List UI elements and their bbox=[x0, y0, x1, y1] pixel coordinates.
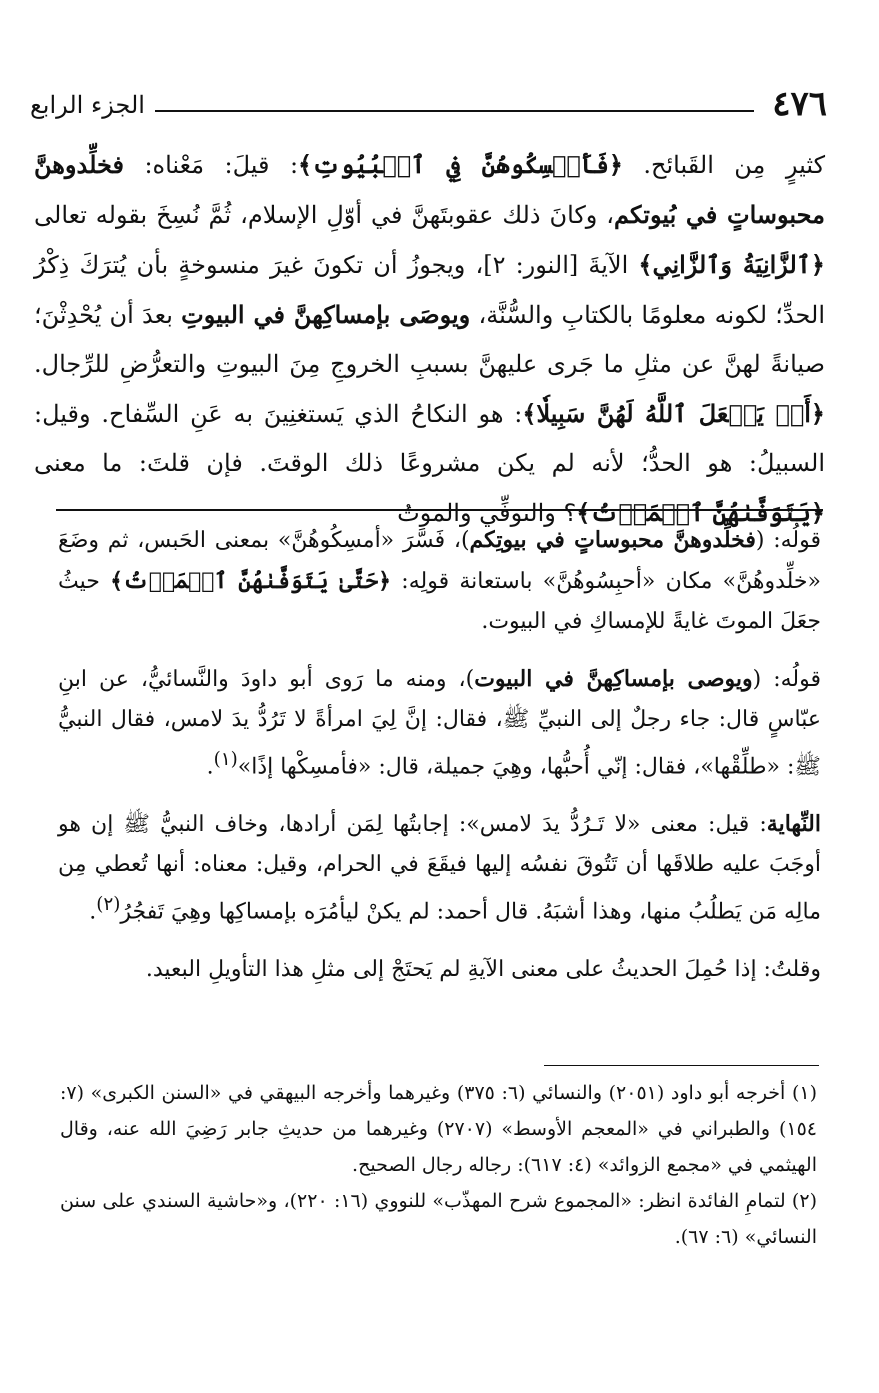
bold-phrase: فخلِّدوهنَّ محبوساتٍ في بُيوتكم bbox=[34, 150, 825, 229]
footnote-rule bbox=[544, 1065, 819, 1066]
text-run: ؟ والتوفِّي والموتُ bbox=[397, 499, 577, 527]
footnote-ref: (١) bbox=[213, 749, 238, 770]
footnote-2: (٢) لتمامِ الفائدة انظر: «المجموع شرح المهذّب» للنووي (١٦: ٢٢٠)، و«حاشية السندي على سنن النسائي» (٦: ٦٧). bbox=[60, 1190, 817, 1248]
text-run: )، فَسَّرَ «أمسِكُوهُنَّ» بمعنى الحَبس، ثم وضَعَ «خلِّدوهُنَّ» مكان «أحبِسُوهُنَّ» باستعانة قولِه: bbox=[58, 528, 821, 594]
text-run: وقلتُ: إذا حُمِلَ الحديثُ على معنى الآيةِ لم يَحتَجْ إلى مثلِ هذا التأويلِ البعيد. bbox=[145, 956, 821, 982]
text-run: )، ومنه ما رَوى أبو داودَ والنَّسائيُّ، عن ابنِ عبّاسٍ قال: جاء رجلٌ إلى النبيِّ ﷺ، فقال: إنَّ لِيَ امرأةً لا تَرُدُّ يدَ لامس، فقال النبيُّ ﷺ: «طلِّقْها»، فقال: إنّي أُحبُّها، وهِيَ جميلة، قال: «فأمسِكْها إذًا» bbox=[58, 667, 821, 780]
commentary bbox=[58, 520, 821, 1007]
quran-quote: ﴿أَوۡ يَجۡعَلَ ٱللَّهُ لَهُنَّ سَبِيلٗا﴾ bbox=[522, 399, 825, 428]
bold-phrase: النِّهاية bbox=[766, 811, 821, 838]
header-rule bbox=[155, 110, 754, 112]
text-run: قولُه: ( bbox=[755, 528, 821, 553]
bold-phrase: ويوصى بإمساكِهنَّ في البيوت bbox=[474, 666, 753, 692]
page-header bbox=[30, 68, 827, 124]
text-run: حيثُ جعَلَ الموتَ غايةً للإمساكِ في البيوت. bbox=[58, 569, 821, 634]
footnote-1: (١) أخرجه أبو داود (٢٠٥١) والنسائي (٦: ٣٧٥) وغيرهما وأخرجه البيهقي في «السنن الكبرى» (٧: ١٥٤) والطبراني في «المعجم الأوسط» (٢٧٠٧) وغيرهما من حديثِ جابر رَضِيَ الله عنه، وقال الهيثمي في «مجمع الزوائد» (٤: ٦١٧): رجاله رجال الصحيح. bbox=[60, 1082, 818, 1176]
commentary-paragraph bbox=[58, 804, 821, 932]
text-run: : قيل: معنى «لا تَـرُدُّ يدَ لامس»: إجابتُها لِمَن أرادها، وخاف النبيُّ ﷺ إن هو أوجَبَ عليه طلاقَها أن تَتُوقَ نفسُه إليها فيقَعَ في الحرام، وقيل: معناه: أنها تُعطي مِن مالِه مَن يَطلُبُ منها، وهذا أشبَهُ. قال أحمد: لم يكنْ ليأمُرَه بإمساكِها وهِيَ تَفجُرُ bbox=[58, 812, 821, 925]
commentary-paragraph bbox=[58, 950, 821, 990]
text-run: : هو النكاحُ الذي يَستغنِينَ به عَنِ السِّفاح. وقيل: السبيلُ: هو الحدُّ؛ لأنه لم يكن مشروعًا ذلك الوقتَ. فإن قلتَ: ما معنى bbox=[34, 400, 825, 477]
section-divider bbox=[56, 509, 823, 511]
text-run: الآيةَ [النور: ٢]، ويجوزُ أن تكونَ غيرَ منسوخةٍ بأن يُترَكَ ذِكْرُ الحدِّ؛ لكونه معلومًا بالكتابِ والسُّنَّة، bbox=[34, 251, 825, 329]
text-run: بعدَ أن يُحْدِثْنَ؛ صيانةً لهنَّ عن مثلِ ما جَرى عليهنَّ بسببِ الخروجِ مِنَ البيوتِ والتعرُّضِ للرِّجال. bbox=[34, 301, 825, 378]
text-run: كثيرٍ مِن القَبائح. bbox=[622, 151, 825, 179]
text-run: . bbox=[206, 754, 214, 780]
text-run: . bbox=[89, 899, 97, 925]
quran-quote: ﴿حَتَّىٰ يَتَوَفَّىٰهُنَّ ٱلۡمَوۡتُ﴾ bbox=[110, 568, 392, 594]
commentary-paragraph bbox=[58, 659, 821, 787]
text-run: قولُه: ( bbox=[752, 667, 821, 692]
bold-phrase: فخلِّدوهنَّ محبوساتٍ في بيوتِكم bbox=[469, 527, 756, 553]
text-run: ، وكانَ ذلك عقوبتَهنَّ في أوّلِ الإسلام، ثُمَّ نُسِخَ بقوله تعالى bbox=[34, 201, 615, 229]
page-number: ٤٧٦ bbox=[772, 84, 827, 124]
part-title: الجزء الرابع bbox=[30, 91, 145, 119]
bold-phrase: ويوصَى بإمساكِهنَّ في البيوتِ bbox=[181, 300, 471, 329]
main-text bbox=[34, 140, 825, 538]
quran-quote: ﴿فَأَمۡسِكُوهُنَّ فِي ٱلۡبُيُوتِ﴾ bbox=[298, 150, 623, 179]
footnote-ref: (٢) bbox=[96, 894, 121, 916]
commentary-paragraph bbox=[58, 520, 821, 642]
quran-quote: ﴿ٱلزَّانِيَةُ وَٱلزَّانِي﴾ bbox=[638, 250, 825, 279]
text-run: : قيلَ: مَعْناه: bbox=[124, 151, 299, 179]
quran-quote: ﴿يَتَوَفَّىٰهُنَّ ٱلۡمَوۡتُ﴾ bbox=[576, 498, 825, 527]
footnotes bbox=[60, 1075, 817, 1255]
